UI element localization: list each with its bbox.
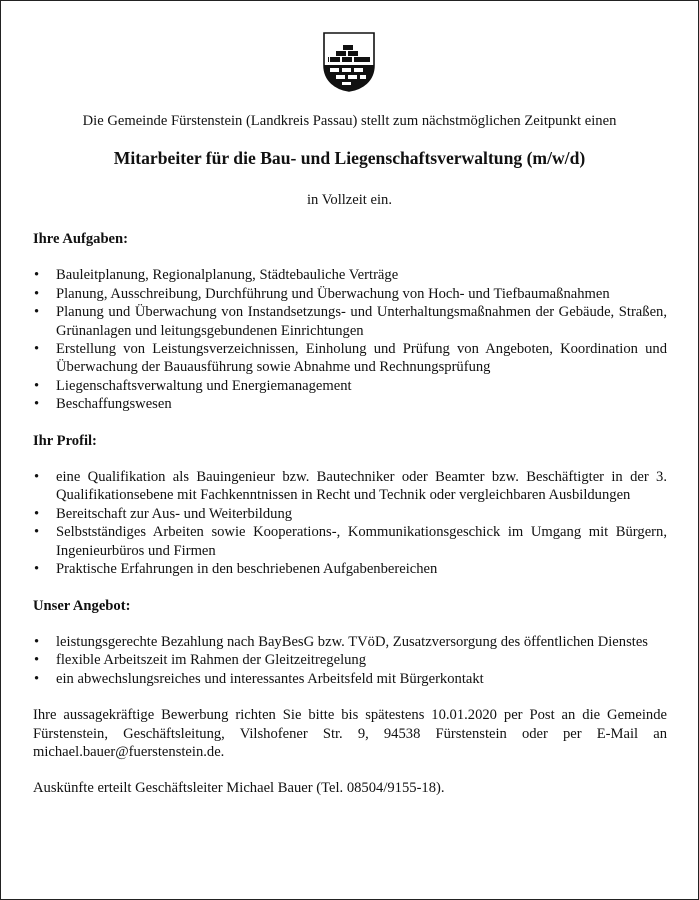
list-item: • Praktische Erfahrungen in den beschriebenen Aufgabenbereichen: [33, 560, 667, 578]
profile-list: [33, 468, 667, 578]
intro-text: Die Gemeinde Fürstenstein (Landkreis Passau) stellt zum nächstmöglichen Zeitpunkt einen: [82, 113, 617, 129]
list-item: • Planung und Überwachung von Instandsetzungs- und Unterhaltungsmaßnahmen der Gebäude, Straßen, Grünanlagen und leitungsgebundenen Einrichtungen: [33, 303, 667, 340]
list-item: • Bereitschaft zur Aus- und Weiterbildung: [33, 505, 667, 523]
list-item: • leistungsgerechte Bezahlung nach BayBesG bzw. TVöD, Zusatzversorgung des öffentlichen Dienstes: [33, 633, 667, 651]
list-item: • Selbstständiges Arbeiten sowie Kooperations-, Kommunikationsgeschick im Umgang mit Bürgern, Ingenieurbüros und Firmen: [33, 523, 667, 560]
list-item: • Liegenschaftsverwaltung und Energiemanagement: [33, 377, 667, 395]
tasks-list: [33, 266, 667, 413]
municipal-coat-of-arms-icon: [322, 31, 376, 93]
offer-list: [33, 633, 667, 688]
list-item: • ein abwechslungsreiches und interessantes Arbeitsfeld mit Bürgerkontakt: [33, 670, 667, 688]
list-item: • flexible Arbeitszeit im Rahmen der Gleitzeitregelung: [33, 651, 667, 669]
offer-heading: Unser Angebot:: [33, 597, 131, 614]
list-item: • Beschaffungswesen: [33, 395, 667, 413]
list-item: • Planung, Ausschreibung, Durchführung und Überwachung von Hoch- und Tiefbaumaßnahmen: [33, 285, 667, 303]
employment-type: in Vollzeit ein.: [307, 192, 392, 208]
tasks-heading: Ihre Aufgaben:: [33, 231, 129, 247]
application-instructions: Ihre aussagekräftige Bewerbung richten Sie bitte bis spätestens 10.01.2020 per Post an die Gemeinde Fürstenstein, Geschäftsleitung, Vilshofener Str. 9, 94538 Fürstenstein oder per E-Mail an michael.bauer@fuerstenstein.de.: [33, 707, 667, 760]
list-item: • Erstellung von Leistungsverzeichnissen, Einholung und Prüfung von Angeboten, Koordination und Überwachung der Bauausführung sowie Abnahme und Rechnungsprüfung: [33, 340, 667, 377]
contact-info: Auskünfte erteilt Geschäftsleiter Michael Bauer (Tel. 08504/9155-18).: [33, 780, 445, 797]
list-item: • eine Qualifikation als Bauingenieur bzw. Bautechniker oder Beamter bzw. Beschäftigter in der 3. Qualifikationsebene mit Fachkenntnissen in Recht und Technik oder vergleichbaren Ausbildungen: [33, 468, 667, 505]
ad-body: [33, 230, 667, 816]
job-title: Mitarbeiter für die Bau- und Liegenschaftsverwaltung (m/w/d): [113, 148, 586, 168]
profile-heading: Ihr Profil:: [33, 432, 97, 449]
list-item: • Bauleitplanung, Regionalplanung, Städtebauliche Verträge: [33, 266, 667, 284]
